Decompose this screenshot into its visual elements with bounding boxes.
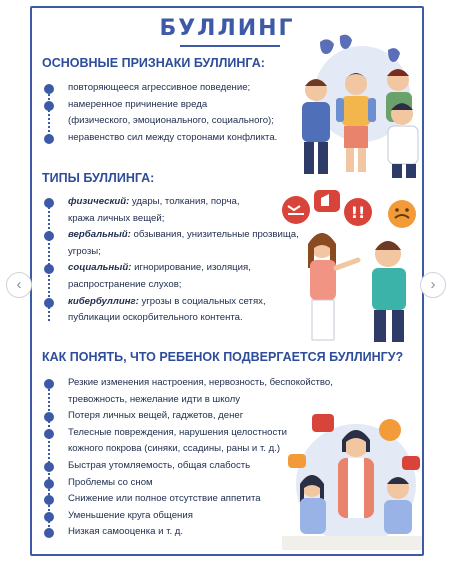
bullet-dot-icon bbox=[44, 412, 54, 422]
list-item bbox=[42, 227, 299, 260]
list-item bbox=[42, 80, 277, 97]
child-heading: КАК ПОНЯТЬ, ЧТО РЕБЕНОК ПОДВЕРГАЕТСЯ БУЛЛИНГУ? bbox=[42, 350, 404, 364]
list-item-text: кража личных вещей; bbox=[68, 212, 165, 224]
list-item-text: тревожность, нежелание идти в школу bbox=[68, 393, 241, 405]
list-item-line bbox=[68, 310, 299, 327]
list-item-text: Уменьшение круга общения bbox=[68, 509, 193, 521]
list-item-line bbox=[68, 80, 277, 97]
children-conflict-illustration bbox=[290, 32, 424, 182]
list-item-line bbox=[68, 294, 299, 311]
list-item bbox=[42, 294, 299, 327]
list-item-text: Телесные повреждения, нарушения целостности bbox=[68, 426, 288, 438]
bullet-dot-icon bbox=[44, 134, 54, 144]
list-item-line bbox=[68, 211, 299, 228]
list-item-text: Проблемы со сном bbox=[68, 476, 153, 488]
list-item-line bbox=[68, 375, 333, 392]
list-item-line bbox=[68, 113, 277, 130]
list-item-line bbox=[68, 194, 299, 211]
list-item-text: угрозы; bbox=[68, 245, 101, 257]
chevron-left-icon: ‹ bbox=[16, 276, 22, 293]
bullying-type-term: социальный: bbox=[68, 262, 132, 274]
list-item-text: повторяющееся агрессивное поведение; bbox=[68, 82, 251, 93]
list-item-text: намеренное причинение вреда bbox=[68, 98, 208, 110]
bullet-dot-icon bbox=[44, 479, 54, 489]
list-item-text: неравенство сил между сторонами конфликта. bbox=[68, 131, 278, 143]
list-item-text: угрозы в социальных сетях, bbox=[138, 295, 266, 307]
list-item-text: кожного покрова (синяки, ссадины, раны и т. д.) bbox=[68, 443, 281, 455]
list-item-line bbox=[68, 244, 299, 261]
signs-heading: ОСНОВНЫЕ ПРИЗНАКИ БУЛЛИНГА: bbox=[42, 56, 265, 70]
bullying-poster bbox=[30, 6, 424, 556]
list-item bbox=[42, 194, 299, 227]
bullet-dot-icon bbox=[44, 495, 54, 505]
list-item bbox=[42, 130, 277, 147]
list-item-text: (физического, эмоционального, социального); bbox=[68, 115, 274, 127]
bullet-dot-icon bbox=[44, 298, 54, 308]
list-item-text: публикации оскорбительного контента. bbox=[68, 312, 243, 324]
bullet-dot-icon bbox=[44, 101, 54, 111]
bullet-dot-icon bbox=[44, 84, 54, 94]
list-item-line bbox=[68, 260, 299, 277]
bullet-dot-icon bbox=[44, 231, 54, 241]
list-item-text: игнорирование, изоляция, bbox=[131, 262, 251, 274]
list-item-line bbox=[68, 277, 299, 294]
bullet-dot-icon bbox=[44, 379, 54, 389]
signs-list bbox=[42, 80, 277, 146]
bullying-type-term: кибербуллинг: bbox=[68, 295, 139, 307]
list-item bbox=[42, 97, 277, 130]
bullet-dot-icon bbox=[44, 198, 54, 208]
list-item-text: Снижение или полное отсутствие аппетита bbox=[68, 493, 261, 505]
bullet-dot-icon bbox=[44, 462, 54, 472]
title-underline bbox=[180, 45, 280, 47]
list-item-line bbox=[68, 227, 299, 244]
bullying-type-term: физический: bbox=[68, 196, 130, 207]
next-slide-button[interactable] bbox=[420, 272, 446, 298]
bullet-dot-icon bbox=[44, 264, 54, 274]
svg-text:!!: !! bbox=[350, 203, 366, 222]
chevron-right-icon: › bbox=[430, 276, 436, 293]
list-item-text: Низкая самооценка и т. д. bbox=[68, 526, 184, 538]
bullet-dot-icon bbox=[44, 528, 54, 538]
teacher-children-illustration bbox=[282, 400, 424, 550]
list-item-text: Быстрая утомляемость, общая слабость bbox=[68, 459, 251, 471]
list-item-line bbox=[68, 97, 277, 114]
list-item-text: Потеря личных вещей, гаджетов, денег bbox=[68, 410, 244, 422]
list-item-text: удары, толкания, порча, bbox=[129, 196, 240, 207]
list-item-line bbox=[68, 130, 277, 147]
list-item-text: Резкие изменения настроения, нервозность, беспокойство, bbox=[68, 377, 333, 388]
list-item-text: распространение слухов; bbox=[68, 278, 182, 290]
verbal-bullying-illustration bbox=[278, 184, 424, 344]
bullet-dot-icon bbox=[44, 512, 54, 522]
list-item-text: обзывания, унизительные прозвища, bbox=[130, 229, 299, 241]
prev-slide-button[interactable] bbox=[6, 272, 32, 298]
poster-title: БУЛЛИНГ bbox=[159, 16, 295, 41]
types-heading: ТИПЫ БУЛЛИНГА: bbox=[42, 171, 155, 185]
bullet-dot-icon bbox=[44, 429, 54, 439]
list-item bbox=[42, 260, 299, 293]
bullying-type-term: вербальный: bbox=[68, 229, 131, 241]
types-list bbox=[42, 194, 299, 327]
